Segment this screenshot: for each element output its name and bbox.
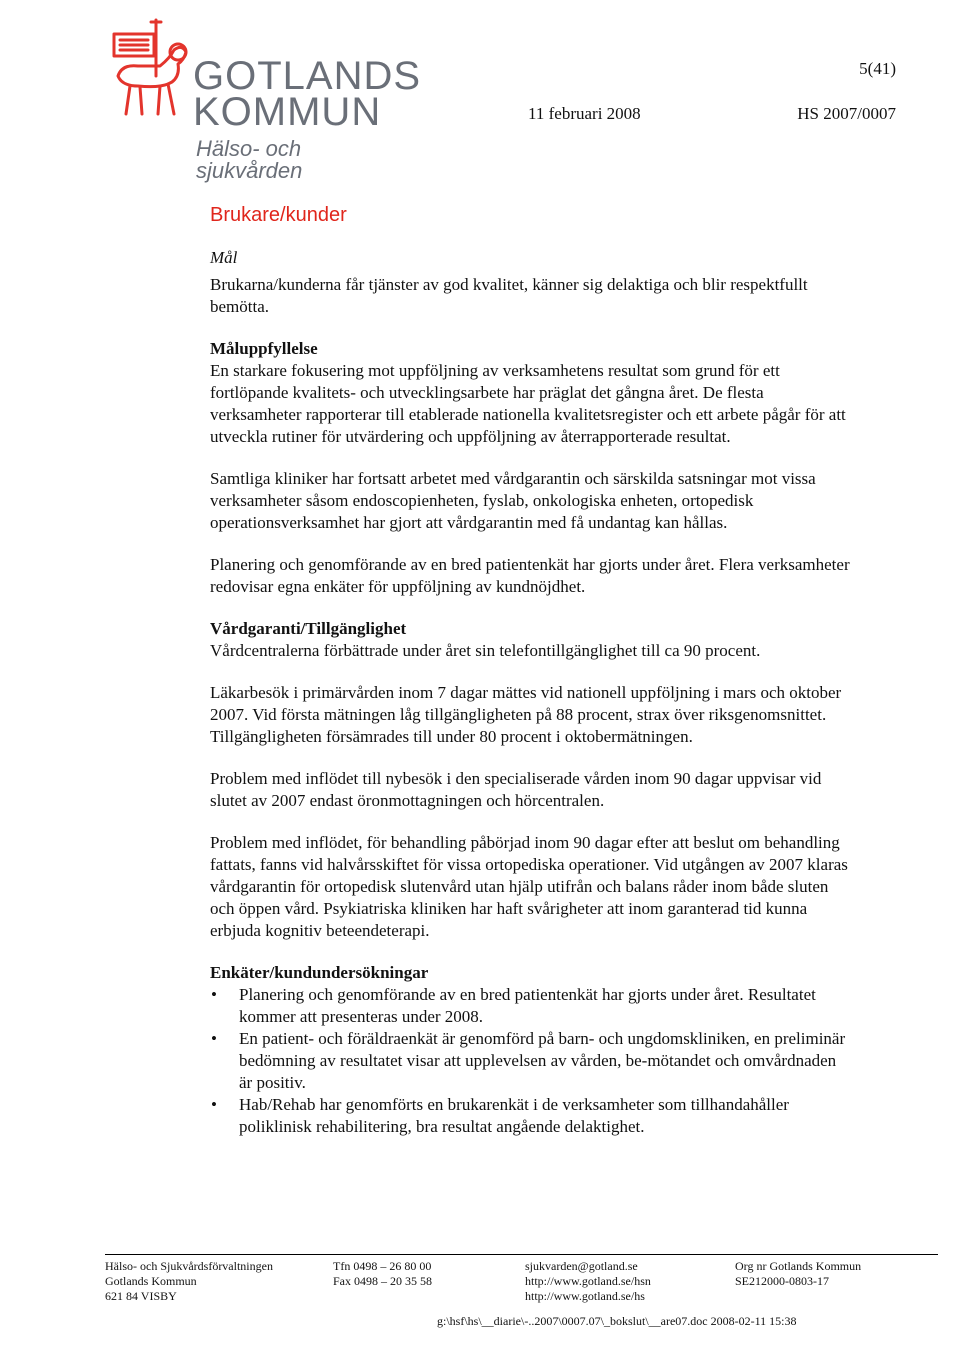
list-item: • En patient- och föräldraenkät är genomförd på barn- och ungdomskliniken, en preliminär bedömning av resultatet visar att upplevelsen av vården, be-mötandet och omvårdnaden är positiv. — [239, 1028, 850, 1094]
department-name: Hälso- och sjukvården — [196, 136, 303, 183]
goal-fulfilment-heading: Måluppfyllelse — [210, 339, 318, 358]
footer-text: SE212000-0803-17 — [735, 1274, 829, 1288]
footer-text: 621 84 VISBY — [105, 1289, 177, 1303]
paragraph-survey-planning: Planering och genomförande av en bred patientenkät har gjorts under året. Flera verksamheter redovisar egna enkäter för uppföljning av kundnöjdhet. — [210, 555, 850, 596]
document-date: 11 februari 2008 — [528, 104, 641, 123]
footer-web-link[interactable]: http://www.gotland.se/hs — [525, 1289, 645, 1303]
page-number: 5(41) — [859, 59, 896, 78]
footer-address — [105, 1259, 273, 1304]
document-reference: HS 2007/0007 — [797, 104, 896, 123]
surveys-heading: Enkäter/kundundersökningar — [210, 963, 429, 982]
footer-phone — [333, 1259, 432, 1289]
paragraph-inflow-treatment: Problem med inflödet, för behandling påbörjad inom 90 dagar efter att beslut om behandling fattats, fanns vid halvårsskiftet för vissa ortopediska operationer. Vid utgången av 2007 klaras vårdgarantin för ortopedisk slutenvård utan hjälp utifrån och balans råder inom både sluten och öppen vård. Psykiatriska kliniken har haft svårigheter att inom garanterad tid kunna erbjuda kognitiv beteendeterapi. — [210, 833, 848, 940]
footer-email-link[interactable]: sjukvarden@gotland.se — [525, 1259, 638, 1273]
organization-logo — [108, 14, 422, 183]
org-name-line2: KOMMUN — [193, 90, 382, 134]
list-item: • Planering och genomförande av en bred patientenkät har gjorts under året. Resultatet kommer att presenteras under 2008. — [239, 984, 850, 1028]
list-item: • Hab/Rehab har genomförts en brukarenkät i de verksamheter som tillhandahåller poliklinisk rehabilitering, bra resultat angående delaktighet. — [239, 1094, 850, 1138]
footer-web — [525, 1259, 651, 1304]
footer-text: Tfn 0498 – 26 80 00 — [333, 1259, 432, 1273]
paragraph-inflow-new-visits: Problem med inflödet till nybesök i den specialiserade vården inom 90 dagar uppvisar vid slutet av 2007 endast öronmottagningen och hörcentralen. — [210, 769, 822, 810]
section-title: Brukare/kunder — [210, 204, 347, 226]
care-guarantee-heading: Vårdgaranti/Tillgänglighet — [210, 619, 407, 638]
org-name-line1: GOTLANDS — [193, 54, 422, 98]
footer-divider — [105, 1254, 938, 1255]
paragraph-clinics: Samtliga kliniker har fortsatt arbetet med vårdgarantin och särskilda satsningar mot vissa verksamheter såsom endoscopienheten, fyslab, onkologiska enheten, ortopedisk operationsverksamhet har gjort att vårdgarantin med få undantag kan hållas. — [210, 469, 816, 532]
footer-org-number — [735, 1259, 861, 1289]
care-guarantee-text: Vårdcentralerna förbättrade under året sin telefontillgänglighet till ca 90 procent. — [210, 641, 761, 660]
file-path: g:\hsf\hs\__diarie\-..2007\0007.07\_bokslut\__are07.doc 2008-02-11 15:38 — [437, 1314, 797, 1328]
footer-text: Gotlands Kommun — [105, 1274, 197, 1288]
footer-text: Org nr Gotlands Kommun — [735, 1259, 862, 1273]
surveys-list — [210, 984, 850, 1138]
goal-fulfilment-text: En starkare fokusering mot uppföljning av verksamhetens resultat som grund för ett fortlöpande kvalitets- och utvecklingsarbete har präglat det gångna året. De flesta verksamheter rapporterar till etablerade nationella kvalitetsregister och ett arbete pågår för att utveckla rutiner för utvärdering och uppföljning av återrapporterade resultat. — [210, 361, 846, 446]
paragraph-doctor-visits: Läkarbesök i primärvården inom 7 dagar mättes vid nationell uppföljning i mars och oktober 2007. Vid första mätningen låg tillgängligheten på 88 procent, strax över riksgenomsnittet. Tillgängligheten försämrades till under 80 procent i oktobermätningen. — [210, 683, 842, 746]
lamb-emblem-icon — [108, 14, 192, 124]
document-body — [210, 203, 850, 1138]
footer-text: Fax 0498 – 20 35 58 — [333, 1274, 432, 1288]
goal-text: Brukarna/kunderna får tjänster av god kvalitet, känner sig delaktiga och blir respektfullt bemötta. — [210, 275, 808, 316]
footer-text: Hälso- och Sjukvårdsförvaltningen — [105, 1259, 273, 1273]
goal-label: Mål — [210, 248, 238, 267]
footer-web-link[interactable]: http://www.gotland.se/hsn — [525, 1274, 651, 1288]
